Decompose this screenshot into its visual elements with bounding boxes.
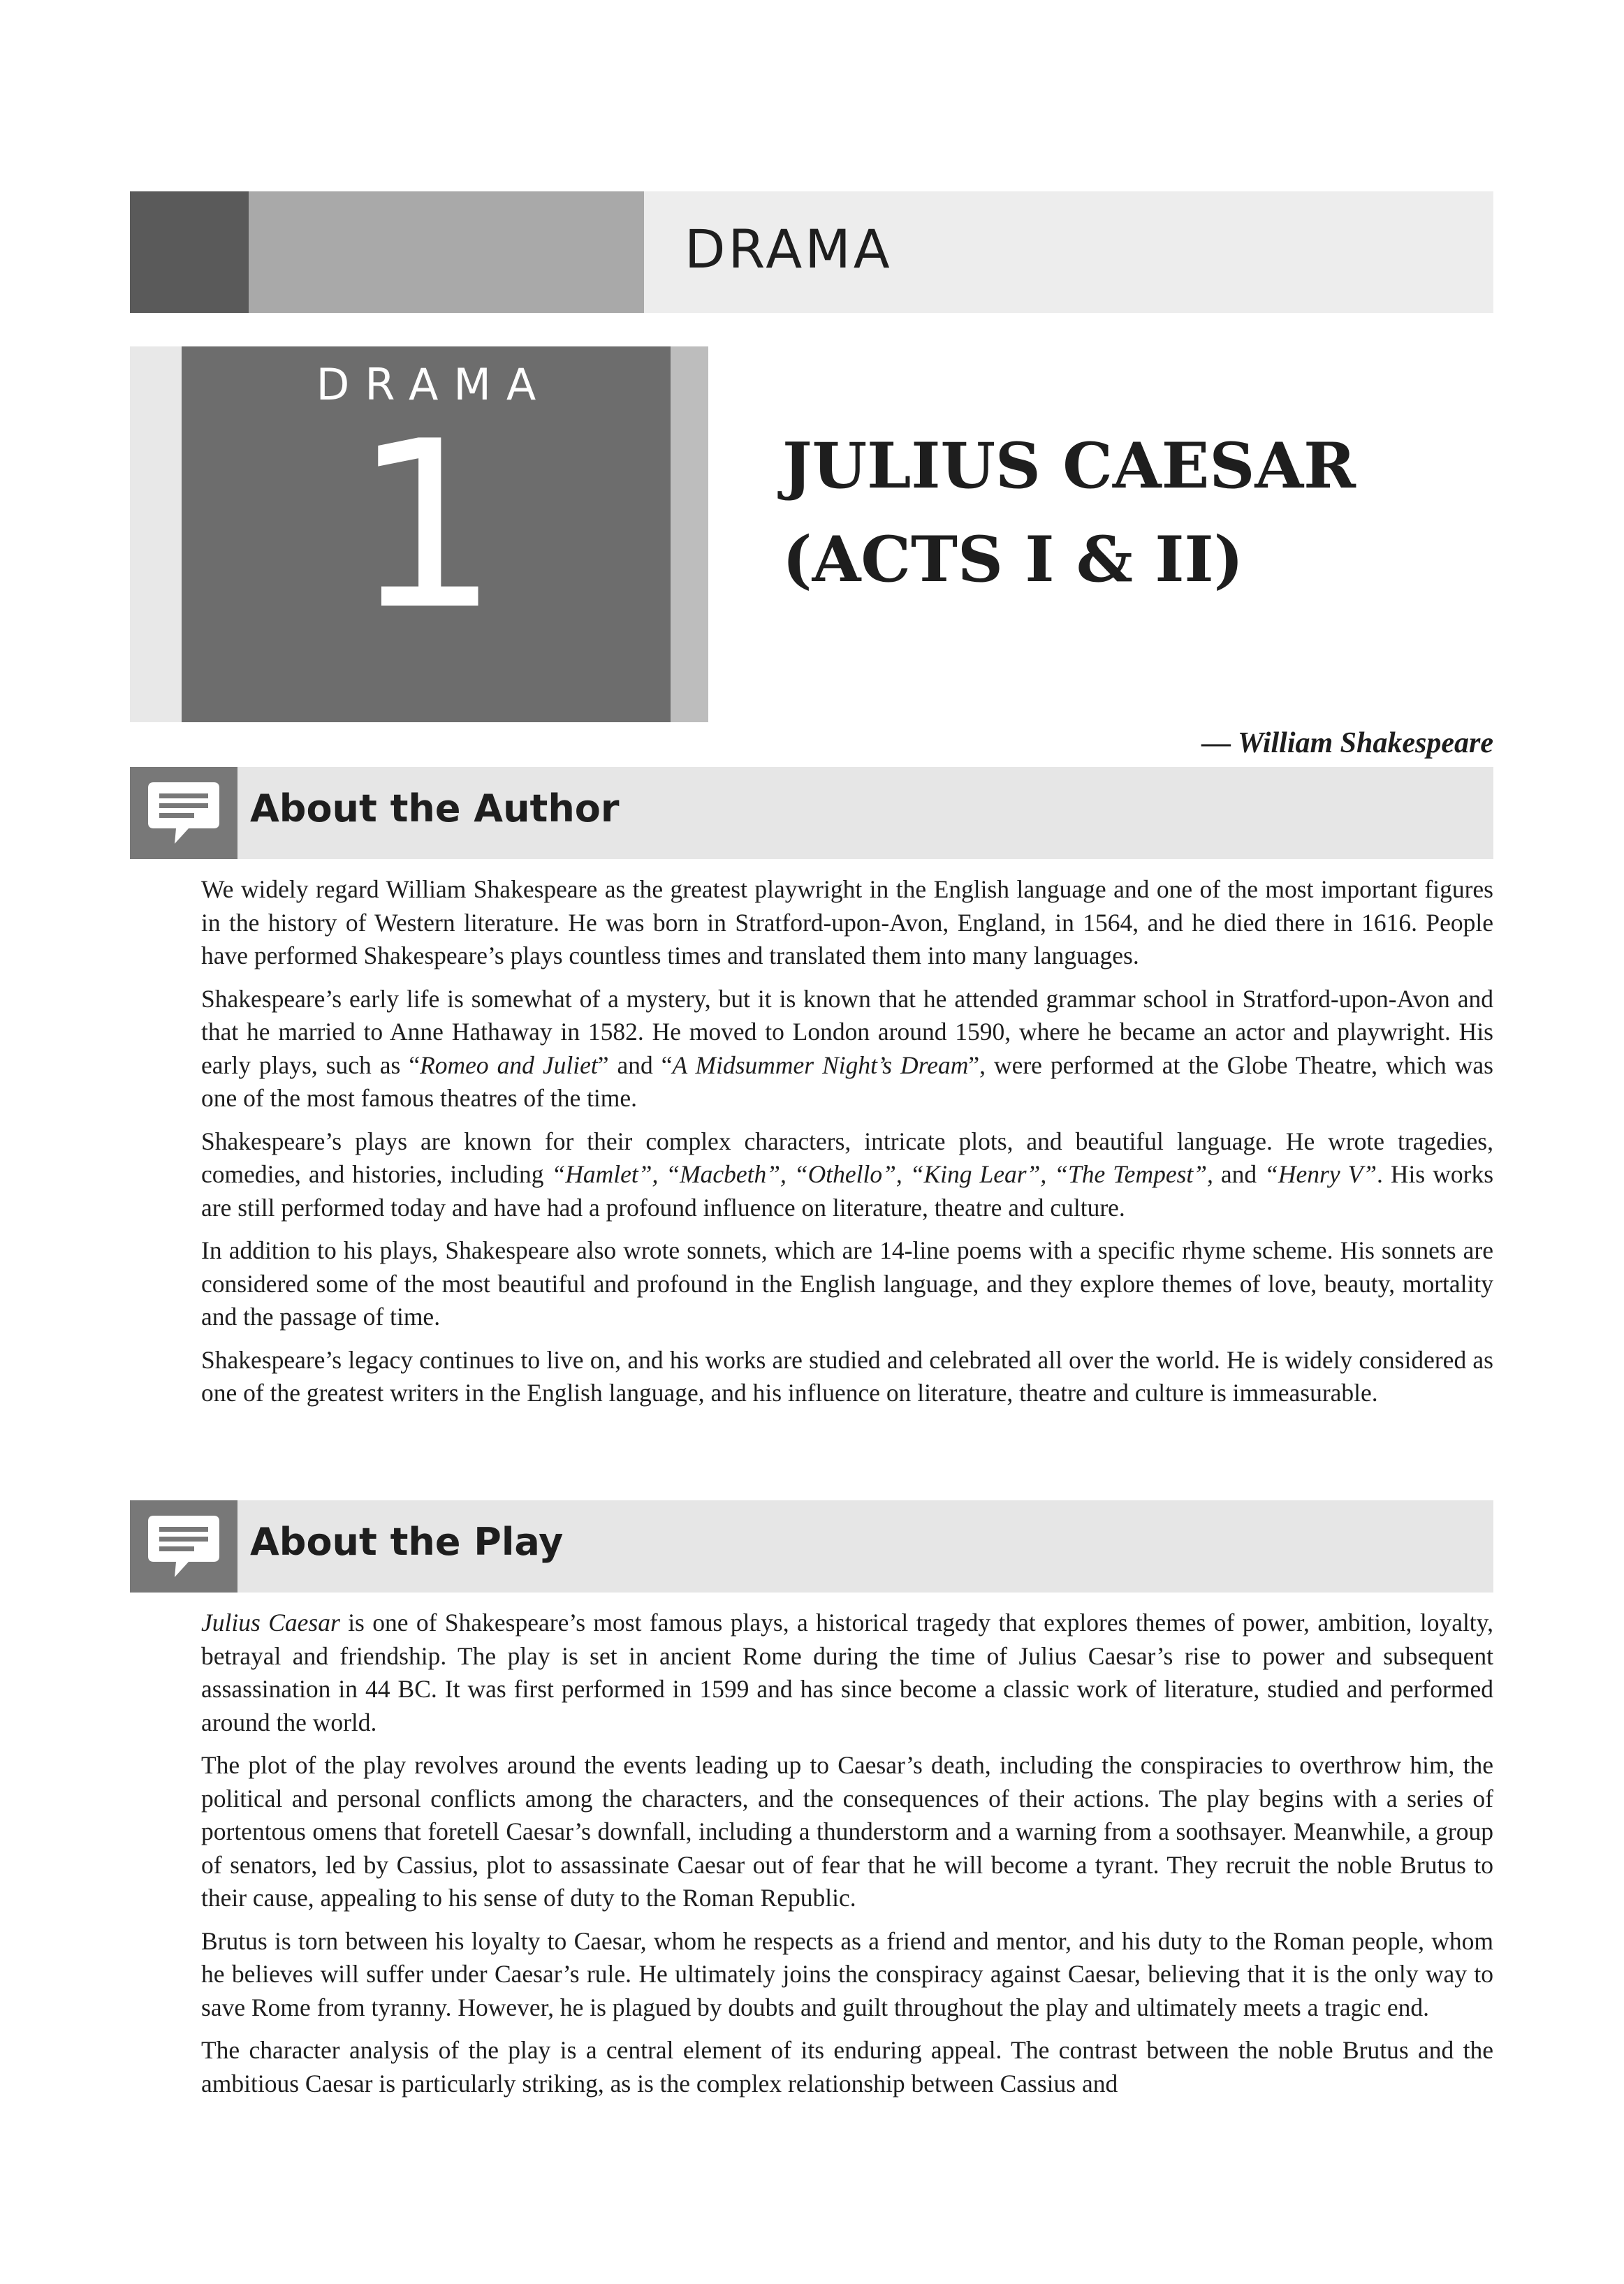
text-run: . His works are still performed today and have had a profound influence on literature, theatre and culture.: [201, 1160, 1494, 1222]
speech-bubble-icon: [144, 777, 224, 849]
banner-dark-block: [130, 191, 249, 313]
chapter-banner: [130, 191, 1493, 313]
text-run: The character analysis of the play is a central element of its enduring appeal. The contrast between the noble Brutus and the ambitious Caesar is particularly striking, as is the complex relationship between Cassius and: [201, 2036, 1493, 2098]
body-paragraph: [201, 873, 1493, 973]
text-run: Shakespeare’s legacy continues to live on, and his works are studied and celebrated all over the world. He is widely considered as one of the greatest writers in the English language, and his influence on literature, theatre and culture is immeasurable.: [201, 1345, 1493, 1407]
italic-text-run: “Henry V”: [1264, 1160, 1377, 1188]
section-icon-box: [130, 767, 237, 859]
section-header-play: [130, 1500, 1493, 1593]
body-paragraph: [201, 2034, 1493, 2100]
author-section-body: [201, 873, 1493, 1420]
body-paragraph: [201, 1925, 1493, 2025]
italic-text-run: Julius Caesar: [201, 1609, 340, 1637]
italic-text-run: “Hamlet”, “Macbeth”, “Othello”, “King Lear”, “The Tempest”,: [551, 1160, 1213, 1188]
text-run: The plot of the play revolves around the events leading up to Caesar’s death, including the conspiracies to overthrow him, the political and personal conflicts among the characters, and the consequences of their actions. The play begins with a series of portentous omens that foretell Caesar’s downfall, including a thunderstorm and a warning from a soothsayer. Meanwhile, a group of senators, led by Cassius, plot to assassinate Caesar out of fear that he will become a tyrant. They recruit the noble Brutus to their cause, appealing to his sense of duty to the Roman Republic.: [201, 1751, 1493, 1912]
body-paragraph: [201, 1234, 1493, 1334]
chapter-block-side-strip: [671, 346, 708, 722]
section-title: About the Play: [250, 1520, 564, 1564]
text-run: We widely regard William Shakespeare as the greatest playwright in the English language and one of the most important figures in the history of Western literature. He was born in Stratford-upon-Avon, England, in 1564, and he died there in 1616. People have performed Shakespeare’s plays countless times and translated them into many languages.: [201, 875, 1493, 969]
section-title: About the Author: [250, 786, 620, 830]
chapter-block-label: DRAMA: [316, 359, 552, 410]
chapter-number: 1: [353, 392, 499, 660]
text-run: ”, were performed at the Globe Theatre, which was one of the most famous theatres of the time.: [201, 1051, 1493, 1112]
section-header-author: [130, 767, 1493, 859]
italic-text-run: Romeo and Juliet: [420, 1051, 598, 1079]
section-icon-box: [130, 1500, 237, 1593]
body-paragraph: [201, 1344, 1493, 1410]
author-byline: — William Shakespeare: [1201, 727, 1493, 759]
banner-mid-block: [249, 191, 644, 313]
text-run: and: [1213, 1160, 1265, 1188]
chapter-title-line-1: JULIUS CAESAR: [782, 429, 1356, 503]
body-paragraph: [201, 983, 1493, 1115]
italic-text-run: A Midsummer Night’s Dream: [672, 1051, 969, 1079]
speech-bubble-icon: [144, 1510, 224, 1583]
banner-title: DRAMA: [685, 218, 893, 280]
body-paragraph: [201, 1749, 1493, 1915]
text-run: Shakespeare’s plays are known for their complex characters, intricate plots, and beautiful language. He wrote tragedies, comedies, and histories, including: [201, 1127, 1493, 1188]
text-run: Brutus is torn between his loyalty to Caesar, whom he respects as a friend and mentor, and his duty to the Roman people, whom he believes will suffer under Caesar’s rule. He ultimately joins the conspiracy against Caesar, believing that it is the only way to save Rome from tyranny. However, he is plagued by doubts and guilt throughout the play and ultimately meets a tragic end.: [201, 1926, 1493, 2021]
text-run: ” and “: [597, 1051, 673, 1079]
body-paragraph: [201, 1125, 1493, 1225]
text-run: In addition to his plays, Shakespeare also wrote sonnets, which are 14-line poems with a specific rhyme scheme. His sonnets are considered some of the most beautiful and profound in the English language, and they explore themes of love, beauty, mortality and the passage of time.: [201, 1236, 1493, 1331]
text-run: Shakespeare’s early life is somewhat of a mystery, but it is known that he attended grammar school in Stratford-upon-Avon and that he married to Anne Hathaway in 1582. He moved to London around 1590, where he became an actor and playwright. His early plays, such as “: [201, 984, 1493, 1079]
play-section-body: [201, 1606, 1493, 2110]
chapter-number-block: [182, 346, 671, 722]
body-paragraph: [201, 1606, 1493, 1739]
chapter-title: [782, 419, 1481, 606]
chapter-title-line-2: (ACTS I & II): [782, 522, 1244, 596]
text-run: is one of Shakespeare’s most famous plays, a historical tragedy that explores themes of power, ambition, loyalty, betrayal and friendship. The play is set in ancient Rome during the time of Julius Caesar’s rise to power and subsequent assassination in 44 BC. It was first performed in 1599 and has since become a classic work of literature, studied and performed around the world.: [201, 1609, 1493, 1736]
